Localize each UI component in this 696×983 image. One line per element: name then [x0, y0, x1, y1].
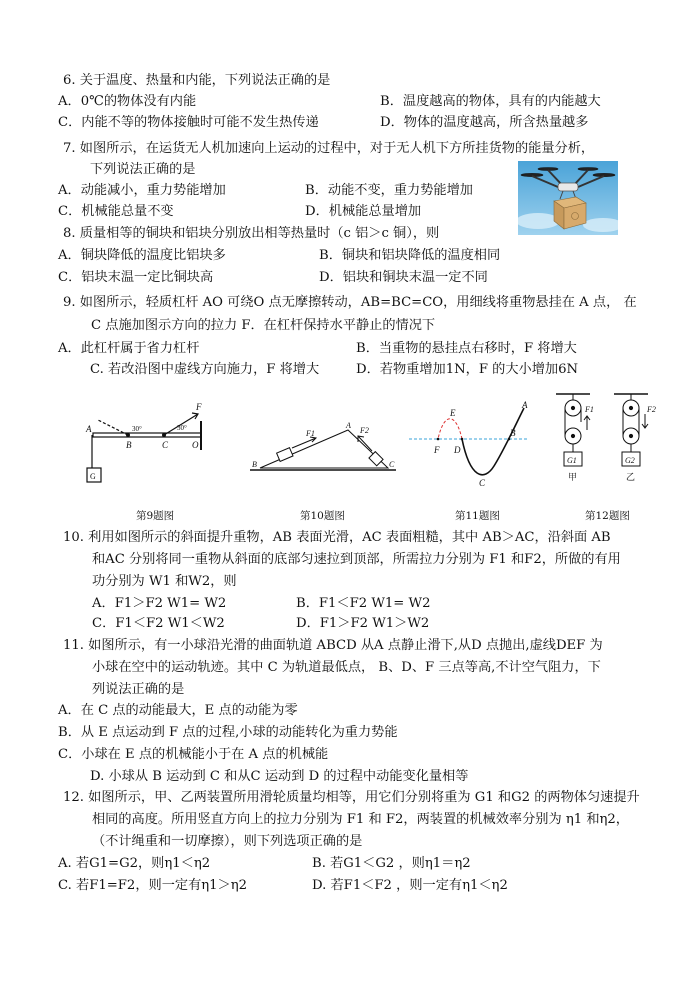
q8-option-c: C．铝块末温一定比铜块高 — [58, 270, 214, 285]
q7-option-b: B．动能不变，重力势能增加 — [305, 183, 473, 198]
q10-stem-line1: 10. 利用如图所示的斜面提升重物，AB 表面光滑，AC 表面粗糙，其中 AB＞AC，沿斜面 AB — [63, 530, 611, 545]
fig10-label-a: A — [346, 421, 351, 430]
q6-option-a: A．0℃的物体没有内能 — [58, 94, 197, 109]
q6-stem: 6. 关于温度、热量和内能，下列说法正确的是 — [63, 73, 331, 88]
fig10-label-c: C — [389, 460, 395, 469]
q9-option-d: D．若物重增加1N，F 的大小增加6N — [356, 362, 579, 377]
figure-9-caption: 第9题图 — [136, 510, 175, 522]
q11-option-c: C．小球在 E 点的机械能小于在 A 点的机械能 — [58, 747, 329, 762]
q9-stem-line1: 9. 如图所示，轻质杠杆 AO 可绕O 点无摩擦转动，AB=BC=CO，用细线将重物悬挂在 A 点， 在 — [63, 295, 637, 310]
fig12-label-g1: G1 — [567, 456, 577, 465]
q12-option-c: C. 若F1=F2，则一定有η1＞η2 — [58, 878, 248, 893]
fig9-angle-left: 30° — [132, 425, 142, 433]
fig11-label-a: A — [522, 400, 528, 410]
fig11-label-c: C — [479, 478, 486, 488]
q8-option-b: B．铜块和铝块降低的温度相同 — [319, 248, 501, 263]
q12-stem-line2: 相同的高度。所用竖直方向上的拉力分别为 F1 和 F2，两装置的机械效率分别为 η1 和η2， — [92, 812, 629, 827]
figure-10-incline — [248, 420, 398, 478]
fig11-label-d: D — [454, 445, 461, 455]
fig11-label-f: F — [434, 445, 440, 455]
q12-option-b: B. 若G1＜G2 ，则η1＝η2 — [312, 856, 471, 871]
drone-cargo-image — [518, 161, 618, 235]
fig10-label-f1: F1 — [306, 429, 315, 438]
q9-option-c: C. 若改沿图中虚线方向施力，F 将增大 — [90, 362, 320, 377]
fig12-label-jia: 甲 — [568, 472, 578, 482]
q10-stem-line2: 和AC 分别将同一重物从斜面的底部匀速拉到顶部，所需拉力分别为 F1 和F2，所做的有用 — [92, 552, 621, 567]
figure-12-pulleys — [550, 392, 662, 502]
q6-option-c: C．内能不等的物体接触时可能不发生热传递 — [58, 115, 319, 130]
q7-stem-line2: 下列说法正确的是 — [90, 162, 196, 177]
fig12-label-f2: F2 — [647, 405, 656, 414]
q10-option-d: D．F1＞F2 W1＞W2 — [296, 616, 430, 631]
figure-10-caption: 第10题图 — [300, 510, 345, 522]
q11-option-a: A．在 C 点的动能最大，E 点的动能为零 — [58, 703, 298, 718]
fig11-label-e: E — [450, 408, 456, 418]
fig12-label-g2: G2 — [625, 456, 635, 465]
q10-option-c: C．F1＜F2 W1＜W2 — [92, 616, 225, 631]
q8-stem: 8. 质量相等的铜块和铝块分别放出相等热量时（c 铝＞c 铜），则 — [63, 226, 440, 241]
q8-option-a: A．铜块降低的温度比铝块多 — [58, 248, 226, 263]
figure-12-caption: 第12题图 — [585, 510, 630, 522]
q6-option-d: D．物体的温度越高，所含热量越多 — [380, 115, 589, 130]
fig9-label-o: O — [192, 440, 199, 450]
q8-option-d: D．铝块和铜块末温一定不同 — [319, 270, 488, 285]
figure-11-track — [404, 398, 534, 488]
q10-option-a: A．F1＞F2 W1= W2 — [92, 596, 227, 611]
q9-option-a: A．此杠杆属于省力杠杆 — [58, 341, 200, 356]
q11-option-b: B．从 E 点运动到 F 点的过程,小球的动能转化为重力势能 — [58, 725, 398, 740]
q12-option-a: A. 若G1=G2，则η1＜η2 — [58, 856, 211, 871]
fig9-label-c: C — [162, 440, 169, 450]
q12-stem-line1: 12. 如图所示，甲、乙两装置所用滑轮质量均相等，用它们分别将重为 G1 和G2 的两物体匀速提升 — [63, 790, 640, 805]
figure-9-lever — [80, 398, 230, 490]
q10-option-b: B．F1＜F2 W1= W2 — [296, 596, 431, 611]
q11-stem-line3: 列说法正确的是 — [92, 682, 185, 697]
fig12-label-f1: F1 — [585, 405, 594, 414]
q11-stem-line1: 11. 如图所示，有一小球沿光滑的曲面轨道 ABCD 从A 点静止滑下,从D 点抛出,虚线DEF 为 — [63, 638, 603, 653]
fig9-label-b: B — [126, 440, 132, 450]
q7-option-a: A．动能减小，重力势能增加 — [58, 183, 226, 198]
q9-option-b: B．当重物的悬挂点右移时，F 将增大 — [356, 341, 577, 356]
fig11-label-b: B — [510, 428, 516, 438]
fig12-label-yi: 乙 — [626, 472, 636, 482]
fig9-label-g: G — [90, 472, 96, 481]
fig9-label-f: F — [196, 402, 202, 412]
q12-stem-line3: （不计绳重和一切摩擦），则下列选项正确的是 — [92, 834, 363, 849]
fig9-angle-right: 30° — [177, 424, 187, 432]
q6-option-b: B．温度越高的物体，具有的内能越大 — [380, 94, 601, 109]
q7-stem-line1: 7. 如图所示，在运货无人机加速向上运动的过程中，对于无人机下方所挂货物的能量分析， — [63, 141, 595, 156]
fig9-label-a: A — [86, 424, 92, 434]
q11-option-d: D. 小球从 B 运动到 C 和从C 运动到 D 的过程中动能变化量相等 — [90, 769, 469, 784]
q12-option-d: D. 若F1＜F2 ，则一定有η1＜η2 — [312, 878, 508, 893]
q10-stem-line3: 功分别为 W1 和W2，则 — [92, 574, 237, 589]
fig10-label-b: B — [252, 460, 257, 469]
q7-option-d: D．机械能总量增加 — [305, 204, 422, 219]
q7-option-c: C．机械能总量不变 — [58, 204, 174, 219]
q11-stem-line2: 小球在空中的运动轨迹。其中 C 为轨道最低点， B、D、F 三点等高,不计空气阻力，下 — [92, 660, 601, 675]
q9-stem-line2: C 点施加图示方向的拉力 F．在杠杆保持水平静止的情况下 — [91, 318, 436, 333]
figure-11-caption: 第11题图 — [455, 510, 500, 522]
fig10-label-f2: F2 — [360, 426, 369, 435]
